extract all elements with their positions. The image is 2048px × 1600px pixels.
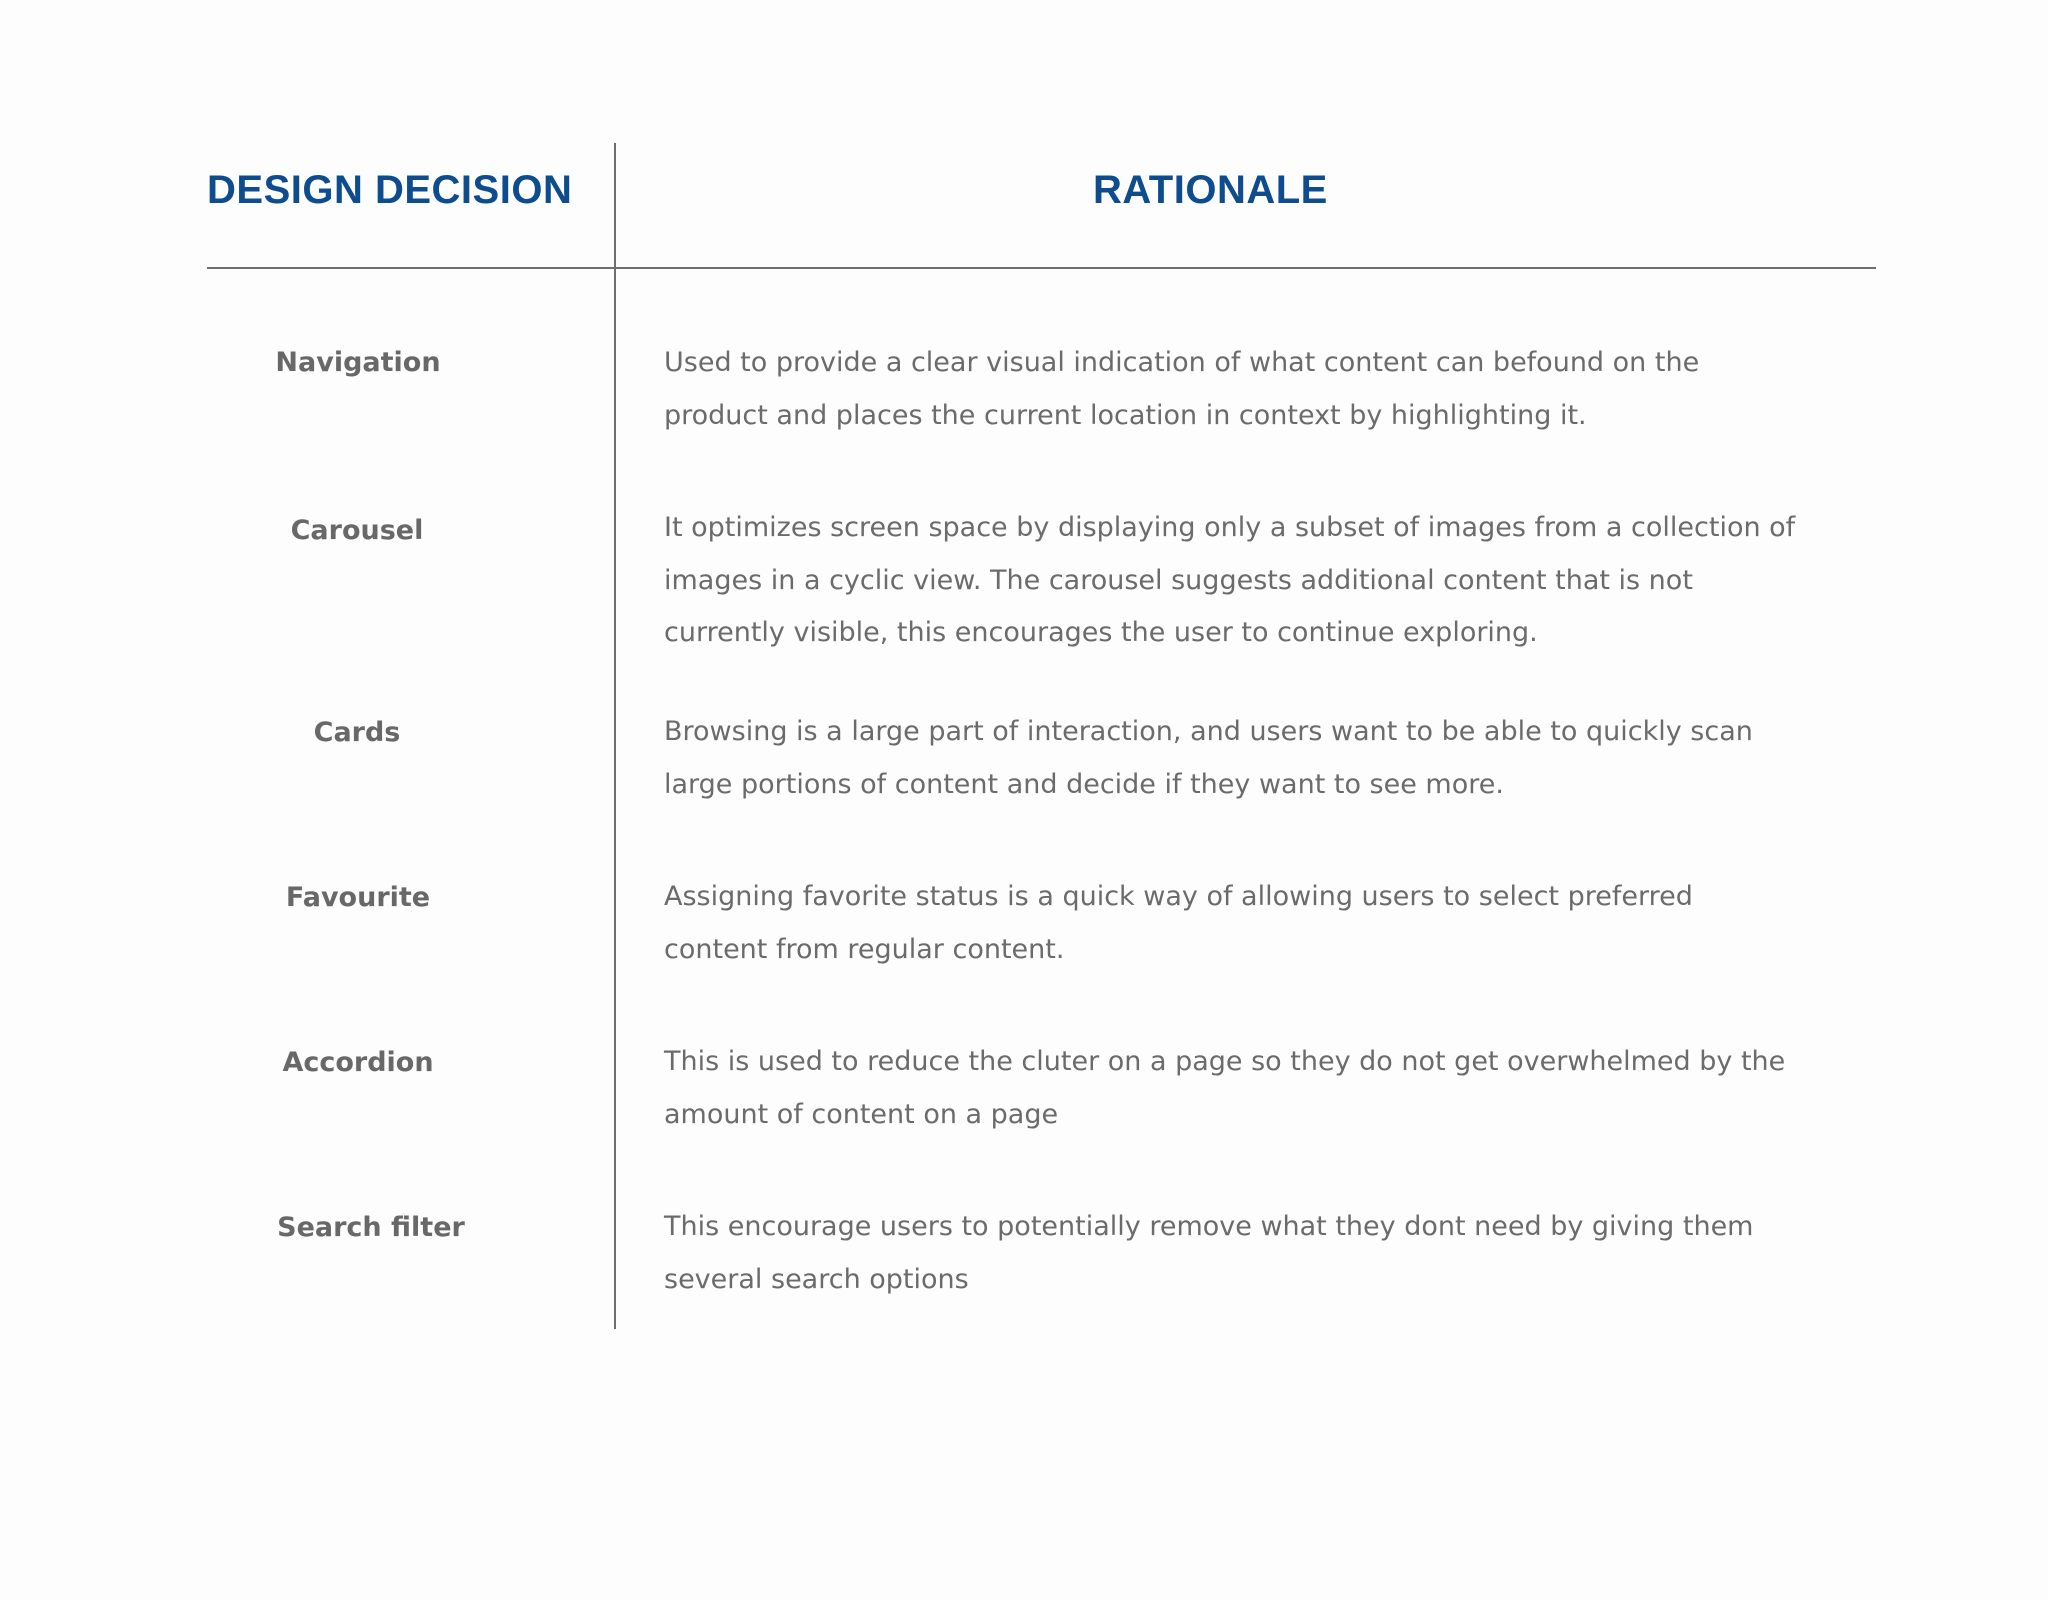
rationale-cards: Browsing is a large part of interaction, and users want to be able to quickly scan large portions of content and decide if they want to see more. bbox=[664, 716, 1753, 800]
rationale-search-filter: This encourage users to potentially remove what they dont need by giving them several search options bbox=[664, 1211, 1754, 1295]
column-divider bbox=[614, 143, 616, 1329]
decision-accordion: Accordion bbox=[282, 1047, 434, 1078]
decision-favourite: Favourite bbox=[285, 882, 431, 913]
rationale-header: RATIONALE bbox=[1093, 168, 1328, 212]
decision-cards: Cards bbox=[313, 717, 401, 748]
header-divider bbox=[207, 267, 1876, 269]
rationale-navigation: Used to provide a clear visual indication of what content can befound on the product and places the current location in context by highlighting it. bbox=[664, 347, 1700, 431]
rationale-accordion: This is used to reduce the cluter on a page so they do not get overwhelmed by the amount of content on a page bbox=[664, 1046, 1786, 1130]
rationale-carousel: It optimizes screen space by displaying only a subset of images from a collection of images in a cyclic view. The carousel suggests additional content that is not currently visible, this encourages the user to continue exploring. bbox=[664, 512, 1796, 649]
decision-search-filter: Search filter bbox=[277, 1212, 465, 1243]
decision-carousel: Carousel bbox=[290, 515, 424, 546]
rationale-favourite: Assigning favorite status is a quick way of allowing users to select preferred content from regular content. bbox=[664, 881, 1693, 965]
decision-navigation: Navigation bbox=[275, 347, 441, 378]
design-decision-header: DESIGN DECISION bbox=[207, 168, 573, 212]
